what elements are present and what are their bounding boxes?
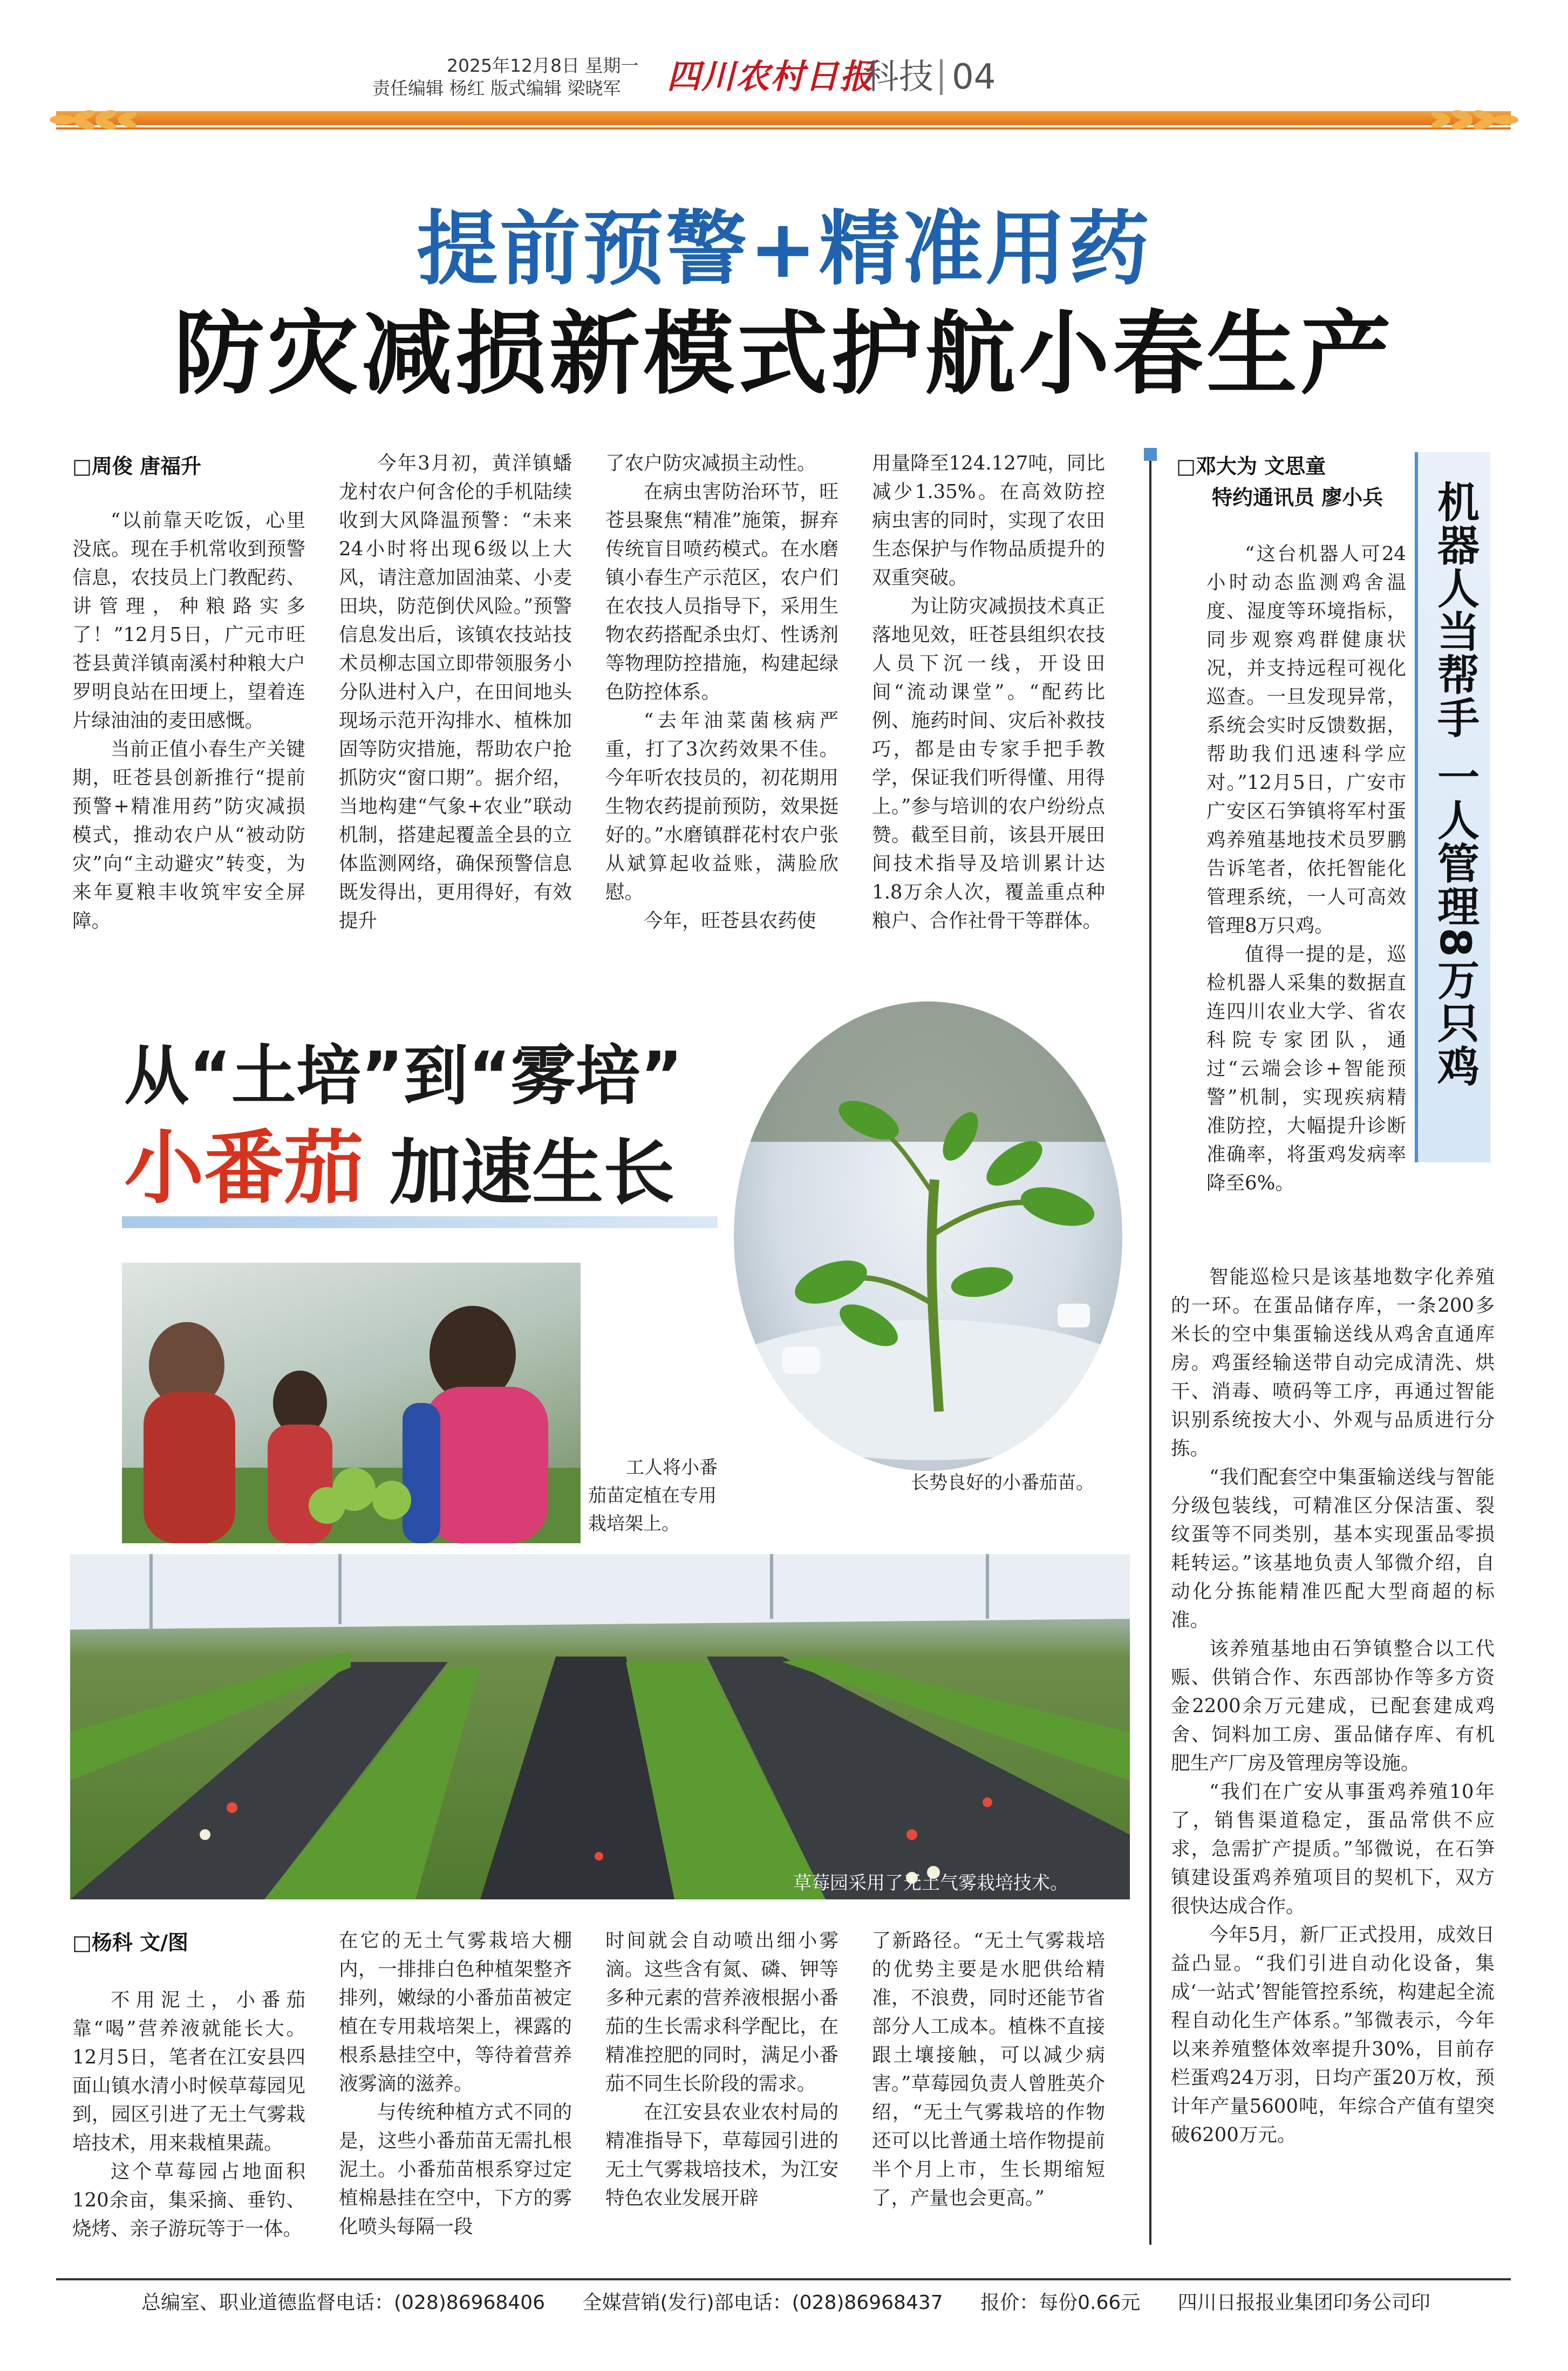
lead-col1-para: “以前靠天吃饭，心里没底。现在手机常收到预警信息，农技员上门教配药、讲管理，种粮路实多了！”12月5日，广元市旺苍县黄洋镇南溪村种粮大户罗明良站在田埂上，望着连片绿油油的麦田感慨。 [72,509,305,732]
lead-byline: □周俊 唐福升 [72,454,202,478]
feature-col2-para: 与传统种植方式不同的是，这些小番茄苗无需扎根泥土。小番茄苗根系穿过定植棉悬挂在空中，下方的雾化喷头每隔一段 [339,2101,572,2238]
footer-printer: 四川日报报业集团印务公司印 [1177,2292,1430,2314]
lead-col4-para: 为让防灾减损技术真正落地见效，旺苍县组织农技人员下沉一线，开设田间“流动课堂”。“配药比例、施药时间、灾后补救技巧，都是由专家手把手教学，保证我们听得懂、用得上。”参与培训的农户纷纷点赞。截至目前，该县开展田间技术指导及培训累计达1.8万余人次，覆盖重点种粮户、合作社骨干等群体。 [872,595,1105,932]
seedling-caption: 长势良好的小番茄苗。 [911,1472,1094,1494]
wheat-left-icon [46,106,171,134]
feature-col4-para: 了新路径。“无土气雾栽培的优势主要是水肥供给精准，不浪费，同时还能节省部分人工成本。植株不直接跟土壤接触，可以减少病害。”草莓园负责人曾胜英介绍，“无土气雾栽培的作物还可以比普通土培作物提前半个月上市，生长期缩短了，产量也会更高。” [872,1930,1105,2209]
tomato-seedling-icon [734,1001,1122,1471]
sidebar-column-bottom [1171,1263,1495,2261]
sidebar-para: 该养殖基地由石笋镇整合以工代赈、供销合作、东西部协作等多方资金2200余万元建成，已配套建成鸡舍、饲料加工房、蛋品储存库、有机肥生产厂房及管理房等设施。 [1171,1638,1495,1774]
page-number: 04 [952,57,996,97]
footer [141,2287,1458,2319]
feature-title-underline [122,1216,718,1228]
lead-column-4 [872,449,1105,967]
section-name: 科技 [864,57,933,97]
feature-column-1 [72,1986,305,2266]
lead-col4-para: 用量降至124.127吨，同比减少1.35%。在高效防控病虫害的同时，实现了农田生态保护与作物品质提升的双重突破。 [872,452,1105,589]
sidebar-byline: □邓大为 文思童 [1176,454,1326,478]
feature-col3-para: 在江安县农业农村局的精准指导下，草莓园引进的无土气雾栽培技术，为江安特色农业发展开辟 [605,2101,838,2209]
strawberry-caption: 草莓园采用了无土气雾栽培技术。 [793,1872,1068,1894]
lead-col3-para: 了农户防灾减损主动性。 [605,452,816,474]
feature-column-3 [605,1926,838,2266]
workers-caption-line1: 工人将小番 [626,1457,718,1479]
separator-marker [1144,448,1157,461]
sidebar-title: 机器人当帮手 一人管理8万只鸡 [1430,480,1479,1088]
feature-title-rest: 加速生长 [390,1132,674,1215]
footer-price: 报价：每份0.66元 [980,2292,1141,2314]
sidebar-para: 智能巡检只是该基地数字化养殖的一环。在蛋品储存库，一条200多米长的空中集蛋输送线从鸡舍直通库房。鸡蛋经输送带自动完成清洗、烘干、消毒、喷码等工序，再通过智能识别系统按大小、外观与品质进行分拣。 [1171,1266,1495,1460]
lead-headline: 防灾减损新模式护航小春生产 [174,301,1394,407]
greenhouse-rows-icon [70,1554,1130,1899]
footer-editorial-phone: 总编室、职业道德监督电话：(028)86968406 [141,2292,546,2314]
feature-col1-para: 这个草莓园占地面积120余亩，集采摘、垂钓、烧烤、亲子游玩等于一体。 [72,2161,305,2240]
feature-col2-para: 在它的无土气雾栽培大棚内，一排排白色种植架整齐排列，嫩绿的小番茄苗被定植在专用栽培架上，裸露的根系悬挂空中，等待着营养液雾滴的滋养。 [339,1930,572,2095]
feature-column-2 [339,1926,572,2266]
sidebar-para: 值得一提的是，巡检机器人采集的数据直连四川农业大学、省农科院专家团队，通过“云端会诊+智能预警”机制，实现疾病精准防控，大幅提升诊断准确率，将蛋鸡发病率降至6%。 [1206,943,1406,1194]
lead-col3-para: 在病虫害防治环节，旺苍县聚焦“精准”施策，摒弃传统盲目喷药模式。在水磨镇小春生产示范区，农户们在农技人员指导下，采用生物农药搭配杀虫灯、性诱剂等物理防控措施，构建起绿色防控体系。 [605,481,838,703]
footer-rule [56,2278,1511,2280]
lead-column-1 [72,506,305,970]
header-rule [56,111,1511,125]
issue-date: 2025年12月8日 星期一 [447,55,639,76]
feature-column-4 [872,1926,1105,2266]
lead-column-2 [339,449,572,967]
masthead-logo: 四川农村日报 [667,57,875,96]
lead-col3-para: “去年油菜菌核病严重，打了3次药效果不佳。今年听农技员的，初花期用生物农药提前预防，效果挺好的。”水磨镇群花村农户张从斌算起收益账，满脸欣慰。 [605,710,838,903]
footer-sales-phone: 全媒营销(发行)部电话：(028)86968437 [582,2292,943,2314]
feature-col3-para: 时间就会自动喷出细小雾滴。这些含有氮、磷、钾等多种元素的营养液根据小番茄的生长需求科学配比，在精准控肥的同时，满足小番茄不同生长阶段的需求。 [605,1930,838,2095]
workers-caption-line2: 茄苗定植在专用 [588,1485,717,1507]
feature-byline: □杨科 文/图 [72,1931,189,1954]
lead-col1-para: 当前正值小春生产关键期，旺苍县创新推行“提前预警+精准用药”防灾减损模式，推动农户从“被动防灾”向“主动避灾”转变，为来年夏粮丰收筑牢安全屏障。 [72,738,305,932]
lead-kicker: 提前预警+精准用药 [417,202,1151,296]
workers-photo [122,1263,581,1543]
column-separator [1149,448,1151,2245]
sidebar-para: “我们配套空中集蛋输送线与智能分级包装线，可精准区分保洁蛋、裂纹蛋等不同类别，基本实现蛋品零损耗转运。”该基地负责人邹微介绍，自动化分拣能精准匹配大型商超的标准。 [1171,1466,1495,1631]
feature-title-highlight: 小番茄 [124,1122,364,1215]
sidebar-byline-2: 特约通讯员 廖小兵 [1212,486,1383,509]
seedling-photo [734,1001,1122,1471]
wheat-right-icon [1397,106,1522,134]
sidebar-column-top [1206,540,1406,1263]
sidebar-para: 今年5月，新厂正式投用，成效日益凸显。“我们引进自动化设备，集成‘一站式’智能管控系统，构建起全流程自动化生产体系。”邹微表示，今年以来养殖整体效率提升30%，目前存栏蛋鸡24万羽，日均产蛋20万枚，预计年产量5600吨，年综合产值有望突破6200万元。 [1171,1924,1495,2146]
feature-col1-para: 不用泥土，小番茄靠“喝”营养液就能长大。12月5日，笔者在江安县四面山镇水清小时候草莓园见到，园区引进了无土气雾栽培技术，用来栽植果蔬。 [72,1989,305,2154]
sidebar-para: “我们在广安从事蛋鸡养殖10年了，销售渠道稳定，蛋品常供不应求，急需扩产提质。”邹微说，在石笋镇建设蛋鸡养殖项目的契机下，双方很快达成合作。 [1171,1781,1495,1917]
strawberry-greenhouse-photo [70,1554,1130,1899]
feature-title-line1: 从“土培”到“雾培” [124,1039,683,1114]
lead-column-3 [605,449,838,967]
header-rule-thin [56,127,1511,130]
section-divider [940,59,943,95]
workers-scene-icon [122,1263,581,1543]
workers-caption-line3: 栽培架上。 [588,1513,680,1535]
sidebar-para: “这台机器人可24小时动态监测鸡舍温度、湿度等环境指标，同步观察鸡群健康状况，并支持远程可视化巡查。一旦发现异常，系统会实时反馈数据，帮助我们迅速科学应对。”12月5日，广安市广安区石笋镇将军村蛋鸡养殖基地技术员罗鹏告诉笔者，依托智能化管理系统，一人可高效管理8万只鸡。 [1206,543,1406,937]
lead-col3-para: 今年，旺苍县农药使 [644,910,816,932]
lead-col2-para: 今年3月初，黄洋镇蟠龙村农户何含伦的手机陆续收到大风降温预警：“未来24小时将出现6级以上大风，请注意加固油菜、小麦田块，防范倒伏风险。”预警信息发出后，该镇农技站技术员柳志国立即带领服务小分队进村入户，在田间地头现场示范开沟排水、植株加固等防灾措施，帮助农户抢抓防灾“窗口期”。据介绍，当地构建“气象+农业”联动机制，搭建起覆盖全县的立体监测网络，确保预警信息既发得出，更用得好，有效提升 [339,452,572,932]
editors-line: 责任编辑 杨红 版式编辑 梁晓军 [372,78,621,99]
